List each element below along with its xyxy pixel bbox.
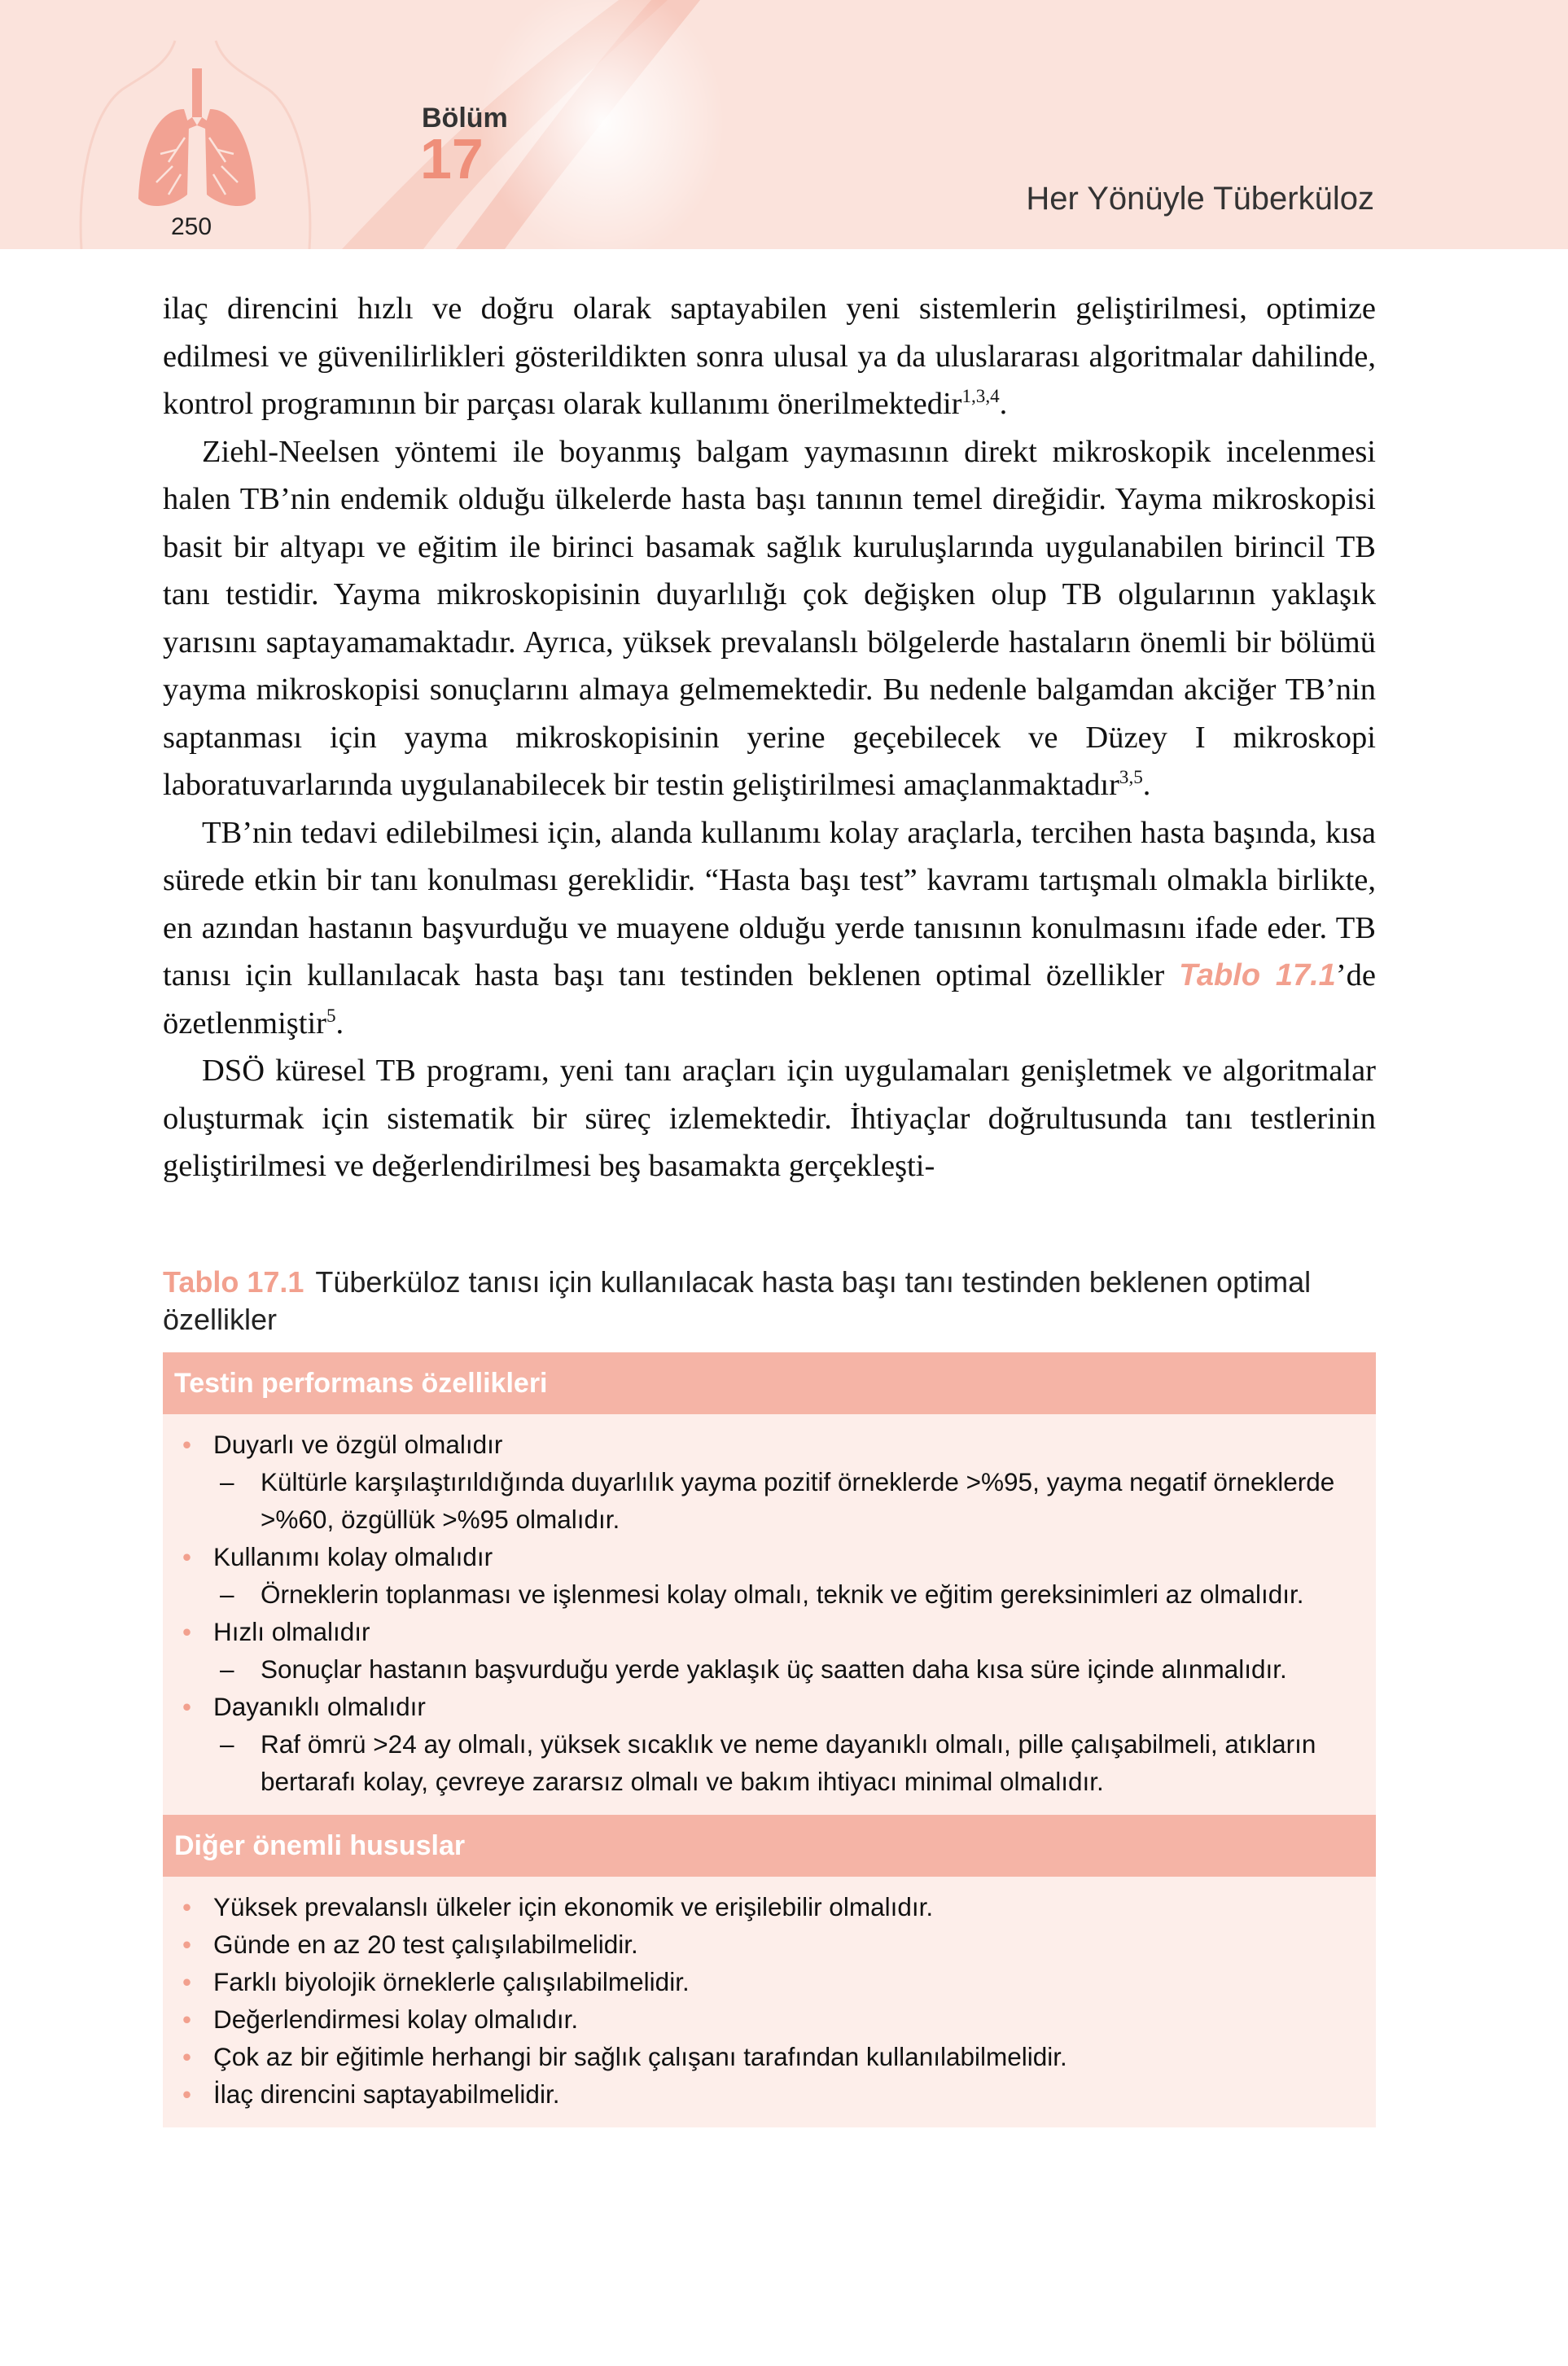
paragraph-3-after: ’de özetlenmiştir: [163, 958, 1376, 1041]
table-caption: [163, 1264, 1376, 1339]
book-title: Her Yönüyle Tüberküloz: [1026, 181, 1374, 217]
paragraph-1-text: ilaç direncini hızlı ve doğru olarak saptayabilen yeni sistemlerin geliştirilmesi, optimize edilmesi ve güvenilirlikleri gösterildikten sonra ulusal ya da uluslararası algoritmalar dahilinde, kontrol programının bir parçası olarak kullanımı önerilmektedir: [163, 291, 1376, 421]
sub-list-item: – Kültürle karşılaştırıldığında duyarlılık yayma pozitif örneklerde >%95, yayma negatif örneklerde >%60, özgüllük >%95 olmalıdır.: [173, 1463, 1360, 1538]
reference-2: 3,5: [1119, 766, 1143, 788]
list-item: • Kullanımı kolay olmalıdır: [173, 1538, 1360, 1575]
paragraph-4: [163, 1047, 1376, 1190]
chapter-number: 17: [420, 127, 484, 191]
paragraph-1: [163, 285, 1376, 428]
paragraph-2-end: .: [1142, 768, 1151, 802]
page-header: [0, 0, 1568, 249]
page-number: 250: [171, 213, 212, 240]
list-item: • Değerlendirmesi kolay olmalıdır.: [173, 2000, 1360, 2038]
sub-list-item: – Sonuçlar hastanın başvurduğu yerde yaklaşık üç saatten daha kısa süre içinde alınmalıdır.: [173, 1650, 1360, 1688]
sub-list-item: – Raf ömrü >24 ay olmalı, yüksek sıcaklık ve neme dayanıklı olmalı, pille çalışabilmeli, atıkların bertarafı kolay, çevreye zararsız olmalı ve bakım ihtiyacı minimal olmalıdır.: [173, 1725, 1360, 1800]
table-section-header-performance: Testin performans özellikleri: [163, 1352, 1376, 1414]
table-label: Tablo 17.1: [163, 1265, 304, 1299]
paragraph-2: [163, 428, 1376, 809]
paragraph-4-text: DSÖ küresel TB programı, yeni tanı araçları için uygulamaları genişletmek ve algoritmalar oluşturmak için sistematik bir süreç izlemektedir. İhtiyaçlar doğrultusunda tanı testlerinin geliştirilmesi ve değerlendirilmesi beş basamakta gerçekleşti-: [163, 1054, 1376, 1183]
list-item: • Yüksek prevalanslı ülkeler için ekonomik ve erişilebilir olmalıdır.: [173, 1888, 1360, 1926]
list-item: • Hızlı olmalıdır: [173, 1613, 1360, 1650]
list-item: • Dayanıklı olmalıdır: [173, 1688, 1360, 1725]
lungs-icon: [124, 60, 270, 223]
table-section-body-other: [163, 1877, 1376, 2127]
paragraph-1-end: .: [999, 387, 1008, 421]
list-item: • İlaç direncini saptayabilmelidir.: [173, 2075, 1360, 2113]
paragraph-2-text: Ziehl-Neelsen yöntemi ile boyanmış balgam yaymasının direkt mikroskopik incelenmesi halen TB’nin endemik olduğu ülkelerde hasta başı tanının temel direğidir. Yayma mikroskopisi basit bir altyapı ve eğitim ile birinci basamak sağlık kuruluşlarında uygulanabilen birincil TB tanı testidir. Yayma mikroskopisinin duyarlılığı çok değişken olup TB olgularının yaklaşık yarısını saptayamamaktadır. Ayrıca, yüksek prevalanslı bölgelerde hastaların önemli bir bölümü yayma mikroskopisi sonuçlarını almaya gelmemektedir. Bu nedenle balgamdan akciğer TB’nin saptanması için yayma mikroskopisinin yerine geçebilecek ve Düzey I mikroskopi laboratuvarlarında uygulanabilecek bir testin geliştirilmesi amaçlanmaktadır: [163, 434, 1376, 802]
table-reference-link[interactable]: Tablo 17.1: [1179, 958, 1336, 992]
paragraph-3-text: TB’nin tedavi edilebilmesi için, alanda kullanımı kolay araçlarla, tercihen hasta başında, kısa sürede etkin bir tanı konulması gereklidir. “Hasta başı test” kavramı tartışmalı olmakla birlikte, en azından hastanın başvurduğu ve muayene olduğu yerde tanısının konulmasını ifade eder. TB tanısı için kullanılacak hasta başı tanı testinden beklenen optimal özellikler: [163, 815, 1376, 992]
paragraph-3-end: .: [335, 1006, 344, 1041]
chapter-label: Bölüm: [422, 103, 508, 134]
list-item: • Çok az bir eğitimle herhangi bir sağlık çalışanı tarafından kullanılabilmelidir.: [173, 2038, 1360, 2075]
table-17-1: [163, 1352, 1376, 2127]
table-section-body-performance: [163, 1414, 1376, 1815]
list-item: • Duyarlı ve özgül olmalıdır: [173, 1426, 1360, 1463]
reference-3: 5: [326, 1004, 336, 1026]
paragraph-3: [163, 809, 1376, 1048]
table-section-header-other: Diğer önemli hususlar: [163, 1815, 1376, 1877]
sub-list-item: – Örneklerin toplanması ve işlenmesi kolay olmalı, teknik ve eğitim gereksinimleri az olmalıdır.: [173, 1575, 1360, 1613]
reference-1: 1,3,4: [961, 385, 1000, 407]
table-caption-text: Tüberküloz tanısı için kullanılacak hasta başı tanı testinden beklenen optimal özellikler: [163, 1265, 1312, 1336]
list-item: • Günde en az 20 test çalışılabilmelidir.: [173, 1926, 1360, 1963]
list-item: • Farklı biyolojik örneklerle çalışılabilmelidir.: [173, 1963, 1360, 2000]
body-text: [163, 285, 1376, 1190]
